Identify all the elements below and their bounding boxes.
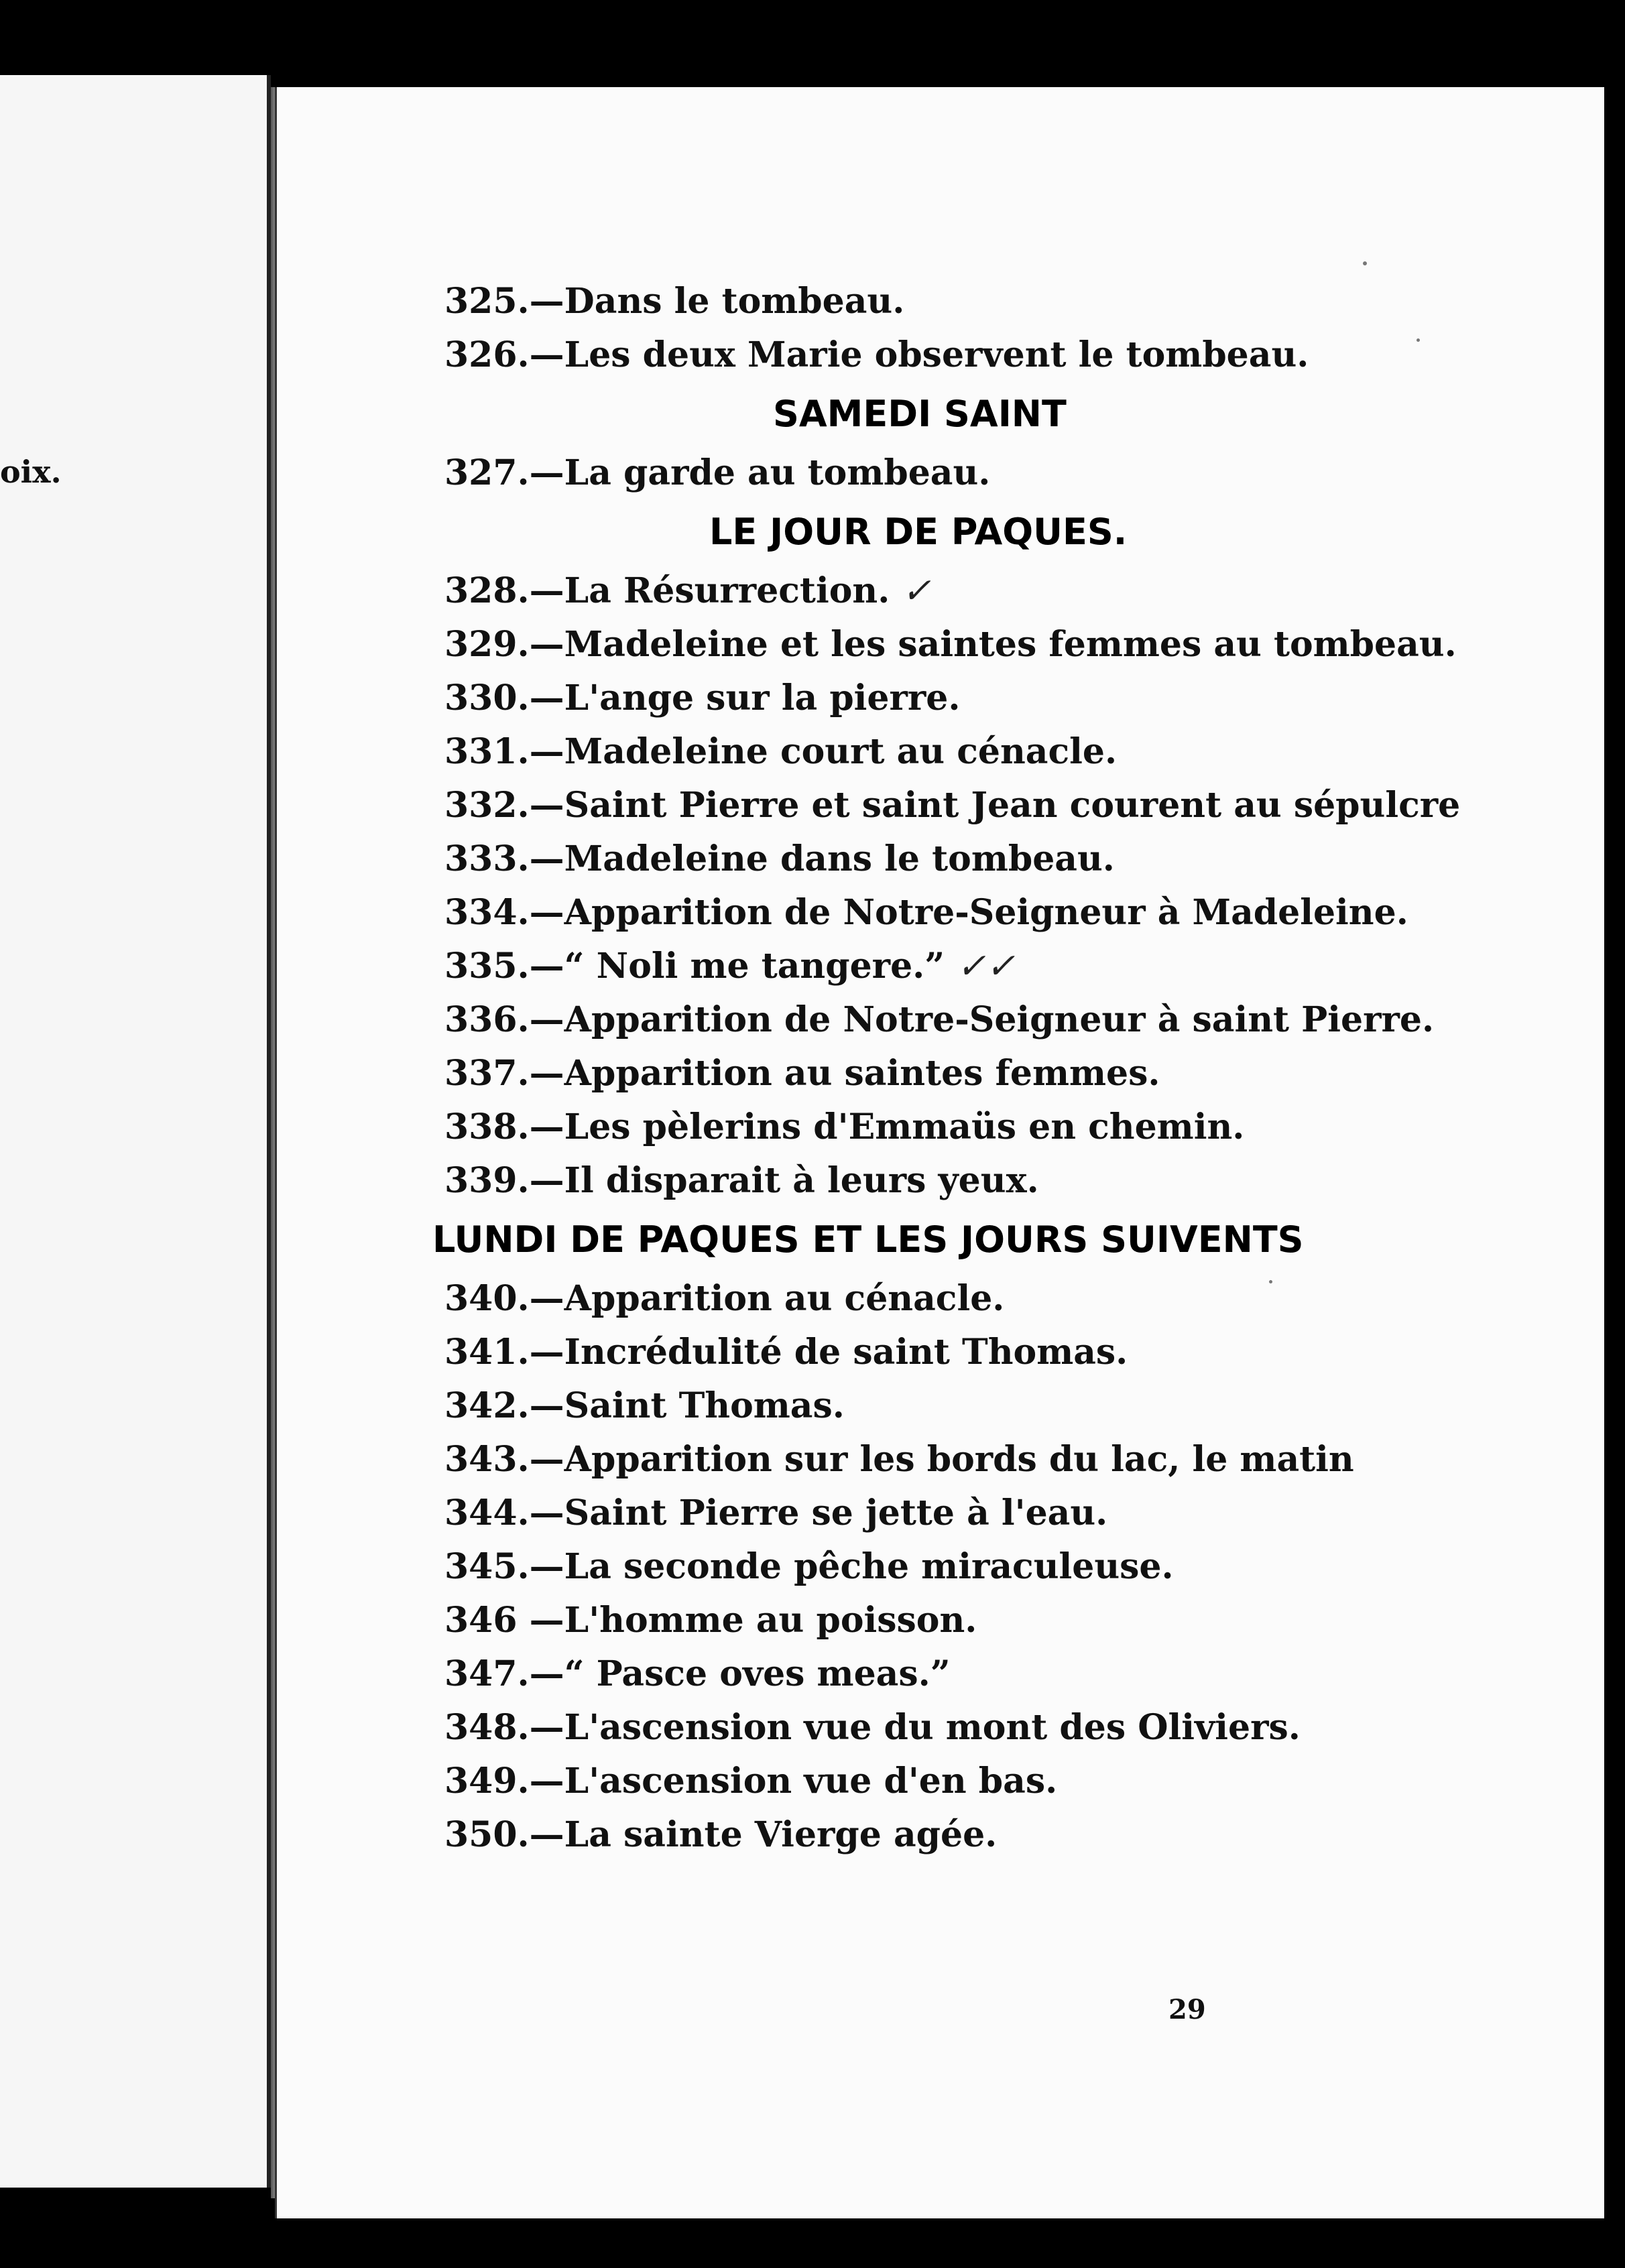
entry-group (444, 275, 1584, 382)
list-item (444, 564, 1584, 618)
entry-number: 334. (444, 892, 530, 933)
entry-dash: — (529, 785, 564, 826)
entry-dash: — (529, 1160, 564, 1201)
entry-dash: — (529, 946, 564, 987)
entry-title: “ Pasce oves meas.” (564, 1653, 951, 1694)
list-item (444, 1487, 1584, 1540)
entry-dash: — (529, 1278, 564, 1319)
entry-dash: — (529, 1439, 564, 1480)
list-item (444, 1594, 1584, 1647)
entry-dash: — (529, 570, 564, 611)
entry-title: La Résurrection. (564, 570, 890, 611)
entry-dash: — (517, 1600, 564, 1641)
list-item (444, 1100, 1584, 1154)
list-item (444, 1272, 1584, 1326)
entry-number: 329. (444, 624, 530, 665)
entry-number: 342. (444, 1385, 530, 1426)
entry-number: 343. (444, 1439, 530, 1480)
entry-number: 327. (444, 452, 530, 493)
list-item (444, 1647, 1584, 1701)
entry-number: 339. (444, 1160, 530, 1201)
list-item (444, 1047, 1584, 1100)
list-item (444, 1154, 1584, 1208)
list-item (444, 1808, 1584, 1862)
list-item (444, 725, 1584, 779)
entry-title: Madeleine et les saintes femmes au tombeau. (564, 624, 1457, 665)
entry-title: La garde au tombeau. (564, 452, 991, 493)
entry-number: 345. (444, 1546, 530, 1587)
entry-number: 337. (444, 1053, 530, 1094)
right-page (275, 87, 1604, 2218)
left-page-text-fragment: oix. (0, 454, 62, 490)
list-item (444, 832, 1584, 886)
list-item (444, 1755, 1584, 1808)
list-item (444, 618, 1584, 672)
entry-number: 330. (444, 678, 530, 718)
entry-group (444, 1272, 1584, 1862)
entry-number: 350. (444, 1814, 530, 1855)
entry-title: L'ascension vue du mont des Oliviers. (564, 1707, 1301, 1748)
entry-title: L'homme au poisson. (564, 1600, 977, 1641)
entry-number: 346 (444, 1600, 518, 1641)
entry-title: Apparition de Notre-Seigneur à Madeleine. (564, 892, 1408, 933)
entry-title: La sainte Vierge agée. (564, 1814, 998, 1855)
entry-title: Apparition au cénacle. (564, 1278, 1005, 1319)
entry-number: 335. (444, 946, 530, 987)
list-item (444, 1379, 1584, 1433)
table-of-contents (432, 275, 1584, 1862)
entry-dash: — (529, 1493, 564, 1533)
entry-title: Les pèlerins d'Emmaüs en chemin. (564, 1107, 1245, 1147)
list-item (444, 886, 1584, 940)
entry-dash: — (529, 1653, 564, 1694)
entry-dash: — (529, 281, 564, 322)
list-item (444, 940, 1584, 993)
entry-dash: — (529, 624, 564, 665)
left-page (0, 75, 271, 2188)
paper-speck (1363, 261, 1367, 265)
entry-dash: — (529, 838, 564, 879)
entry-number: 331. (444, 731, 530, 772)
entry-dash: — (529, 678, 564, 718)
entry-title: Madeleine court au cénacle. (564, 731, 1118, 772)
entry-number: 344. (444, 1493, 530, 1533)
entry-number: 336. (444, 999, 530, 1040)
entry-title: Apparition au saintes femmes. (564, 1053, 1160, 1094)
page-number: 29 (1168, 1994, 1206, 2025)
list-item (444, 1701, 1584, 1755)
entry-title: Dans le tombeau. (564, 281, 905, 322)
entry-title: Apparition de Notre-Seigneur à saint Pierre. (564, 999, 1435, 1040)
entry-title: Saint Thomas. (564, 1385, 845, 1426)
entry-dash: — (529, 1053, 564, 1094)
entry-dash: — (529, 1385, 564, 1426)
entry-number: 341. (444, 1332, 530, 1373)
handwritten-check-mark: ✓ (902, 571, 931, 611)
entry-group (444, 446, 1584, 500)
entry-title: “ Noli me tangere.” (564, 946, 945, 987)
entry-title: Apparition sur les bords du lac, le matin (564, 1439, 1354, 1480)
entry-dash: — (529, 1814, 564, 1855)
list-item (444, 672, 1584, 725)
entry-title: Saint Pierre se jette à l'eau. (564, 1493, 1108, 1533)
entry-number: 328. (444, 570, 530, 611)
entry-dash: — (529, 1707, 564, 1748)
entry-dash: — (529, 1332, 564, 1373)
entry-number: 333. (444, 838, 530, 879)
list-item (444, 446, 1584, 500)
section-heading: LE JOUR DE PAQUES. (709, 511, 1128, 553)
list-item (444, 328, 1584, 382)
entry-dash: — (529, 334, 564, 375)
entry-dash: — (529, 452, 564, 493)
entry-number: 340. (444, 1278, 530, 1319)
entry-number: 332. (444, 785, 530, 826)
entry-dash: — (529, 731, 564, 772)
entry-title: L'ascension vue d'en bas. (564, 1761, 1058, 1802)
list-item (444, 993, 1584, 1047)
entry-title: Madeleine dans le tombeau. (564, 838, 1115, 879)
entry-group (444, 564, 1584, 1208)
section-heading: LUNDI DE PAQUES ET LES JOURS SUIVENTS (432, 1218, 1304, 1261)
entry-number: 347. (444, 1653, 530, 1694)
entry-number: 325. (444, 281, 530, 322)
entry-number: 326. (444, 334, 530, 375)
entry-title: Il disparait à leurs yeux. (564, 1160, 1039, 1201)
list-item (444, 1540, 1584, 1594)
entry-title: Saint Pierre et saint Jean courent au sépulcre (564, 785, 1461, 826)
list-item (444, 1433, 1584, 1487)
entry-title: Les deux Marie observent le tombeau. (564, 334, 1309, 375)
list-item (444, 275, 1584, 328)
handwritten-check-mark: ✓✓ (957, 946, 1016, 987)
entry-number: 348. (444, 1707, 530, 1748)
section-heading: SAMEDI SAINT (773, 393, 1067, 435)
list-item (444, 779, 1584, 832)
entry-dash: — (529, 1761, 564, 1802)
entry-number: 349. (444, 1761, 530, 1802)
entry-title: La seconde pêche miraculeuse. (564, 1546, 1174, 1587)
list-item (444, 1326, 1584, 1379)
entry-dash: — (529, 1546, 564, 1587)
entry-title: L'ange sur la pierre. (564, 678, 961, 718)
entry-dash: — (529, 999, 564, 1040)
entry-dash: — (529, 1107, 564, 1147)
entry-title: Incrédulité de saint Thomas. (564, 1332, 1128, 1373)
entry-dash: — (529, 892, 564, 933)
entry-number: 338. (444, 1107, 530, 1147)
